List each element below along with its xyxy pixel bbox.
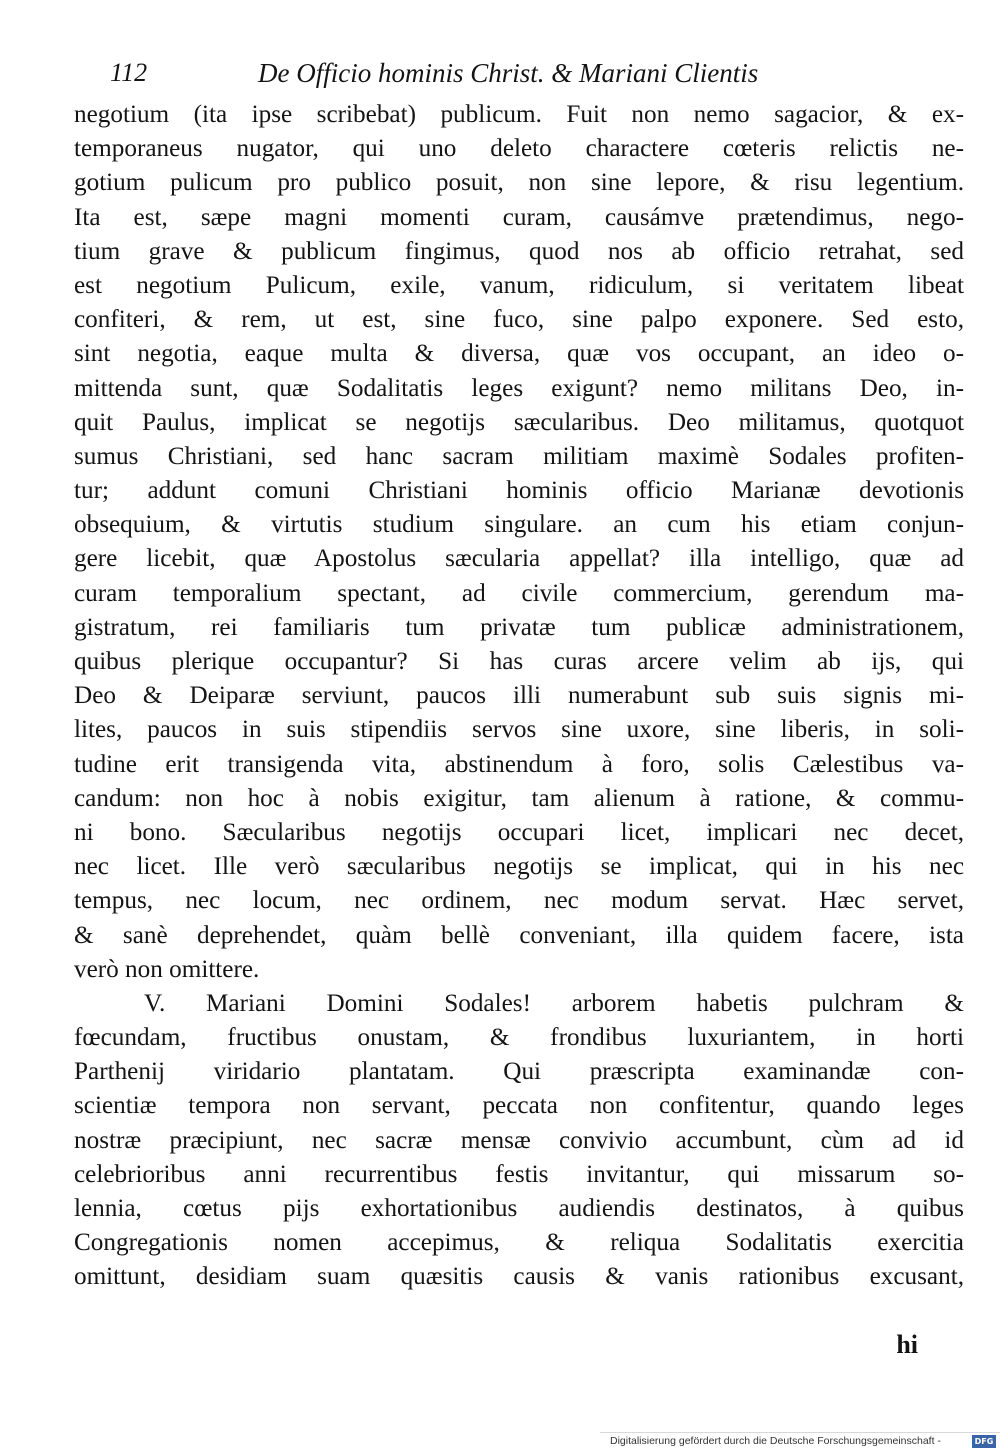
running-head: De Officio hominis Christ. & Mariani Clientis (258, 58, 759, 88)
text-line: & sanè deprehendet, quàm bellè conveniant, illa quidem facere, ista (74, 921, 964, 949)
page-number: 112 (110, 58, 148, 87)
text-line: celebrioribus anni recurrentibus festis invitantur, qui missarum so- (74, 1160, 964, 1188)
text-line: V. Mariani Domini Sodales! arborem habetis pulchram & (144, 989, 964, 1017)
text-line: negotium (ita ipse scribebat) publicum. Fuit non nemo sagacior, & ex- (74, 101, 964, 128)
digitization-footer (600, 1432, 1000, 1452)
text-line: est negotium Pulicum, exile, vanum, ridiculum, si veritatem libeat (74, 271, 964, 299)
text-line: tudine erit transigenda vita, abstinendum à foro, solis Cælestibus va- (74, 750, 964, 778)
text-line: quit Paulus, implicat se negotijs sæcularibus. Deo militamus, quotquot (74, 408, 964, 436)
text-line: curam temporalium spectant, ad civile commercium, gerendum ma- (74, 579, 964, 607)
text-line: fœcundam, fructibus onustam, & frondibus luxuriantem, in horti (74, 1024, 964, 1052)
text-line: lites, paucos in suis stipendiis servos sine uxore, sine liberis, in soli- (74, 716, 964, 744)
text-line: temporaneus nugator, qui uno deleto charactere cœteris relictis ne- (74, 135, 964, 163)
text-line: verò non omittere. (74, 955, 260, 983)
text-line: sint negotia, eaque multa & diversa, quæ vos occupant, an ideo o- (74, 340, 964, 368)
text-line: Parthenij viridario plantatam. Qui præscripta examinandæ con- (74, 1058, 964, 1086)
text-line: Deo & Deiparæ serviunt, paucos illi numerabunt sub suis signis mi- (74, 682, 964, 710)
text-line: gotium pulicum pro publico posuit, non sine lepore, & risu legentium. (74, 169, 964, 197)
dfg-logo-icon: DFG (972, 1435, 996, 1448)
page-header (110, 58, 970, 96)
catchword: hi (896, 1330, 918, 1359)
text-line: sumus Christiani, sed hanc sacram militiam maximè Sodales profiten- (74, 442, 964, 470)
text-line: scientiæ tempora non servant, peccata non confitentur, quando leges (74, 1092, 964, 1120)
text-line: tium grave & publicum fingimus, quod nos ab officio retrahat, sed (74, 237, 964, 265)
text-line: Congregationis nomen accepimus, & reliqua Sodalitatis exercitia (74, 1229, 964, 1257)
text-line: tur; addunt comuni Christiani hominis officio Marianæ devotionis (74, 477, 964, 505)
text-line: Ita est, sæpe magni momenti curam, causámve prætendimus, nego- (74, 203, 964, 231)
text-line: obsequium, & virtutis studium singulare. an cum his etiam conjun- (74, 511, 964, 539)
text-line: confiteri, & rem, ut est, sine fuco, sine palpo exponere. Sed esto, (74, 306, 964, 334)
text-line: omittunt, desidiam suam quæsitis causis & vanis rationibus excusant, (74, 1263, 964, 1291)
text-line: tempus, nec locum, nec ordinem, nec modum servat. Hæc servet, (74, 887, 964, 915)
text-line: mittenda sunt, quæ Sodalitatis leges exigunt? nemo militans Deo, in- (74, 374, 964, 402)
text-line: nostræ præcipiunt, nec sacræ mensæ convivio accumbunt, cùm ad id (74, 1126, 964, 1154)
text-line: ni bono. Sæcularibus negotijs occupari licet, implicari nec decet, (74, 818, 964, 846)
footer-credit: Digitalisierung gefördert durch die Deutsche Forschungsgemeinschaft - (610, 1435, 941, 1447)
text-line: gistratum, rei familiaris tum privatæ tum publicæ administrationem, (74, 613, 964, 641)
text-line: candum: non hoc à nobis exigitur, tam alienum à ratione, & commu- (74, 784, 964, 812)
text-line: lennia, cœtus pijs exhortationibus audiendis destinatos, à quibus (74, 1195, 964, 1222)
body-text (74, 98, 964, 1295)
text-line: gere licebit, quæ Apostolus sæcularia appellat? illa intelligo, quæ ad (74, 545, 964, 573)
text-line: nec licet. Ille verò sæcularibus negotijs se implicat, qui in his nec (74, 853, 964, 881)
text-line: quibus plerique occupantur? Si has curas arcere velim ab ijs, qui (74, 648, 964, 675)
